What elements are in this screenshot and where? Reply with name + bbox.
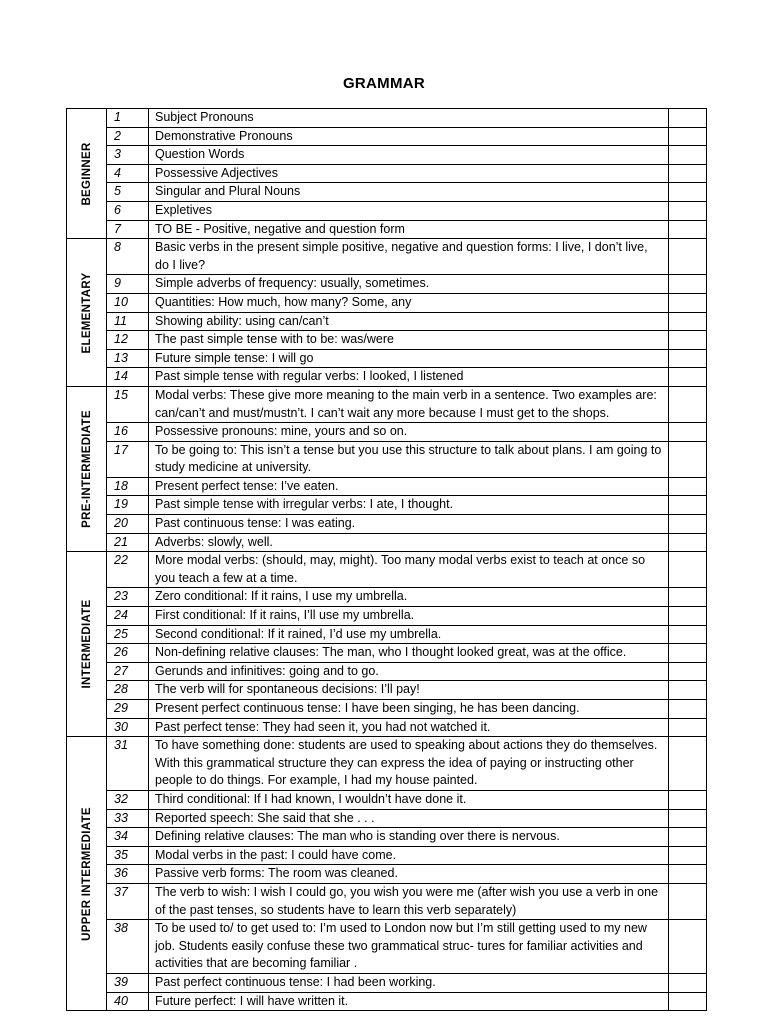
table-row [67,920,707,974]
table-row [67,718,707,737]
table-row [67,201,707,220]
table-row [67,386,707,422]
grammar-topic: Modal verbs: These give more meaning to the main verb in a sentence. Two examples are: can/can’t and must/mustn’t. I can’t wait any more because I must get to the shops. [149,386,669,422]
level-label: UPPER INTERMEDIATE [80,806,93,941]
empty-cell [669,973,707,992]
empty-cell [669,662,707,681]
row-number: 9 [107,275,149,294]
row-number: 24 [107,607,149,626]
empty-cell [669,790,707,809]
grammar-topic: Past continuous tense: I was eating. [149,515,669,534]
row-number: 14 [107,368,149,387]
row-number: 19 [107,496,149,515]
level-cell [67,109,107,239]
row-number: 23 [107,588,149,607]
grammar-topic: Basic verbs in the present simple positive, negative and question forms: I live, I don’t live, do I live? [149,239,669,275]
row-number: 31 [107,737,149,791]
grammar-topic: More modal verbs: (should, may, might). Too many modal verbs exist to teach at once so you teach a few at a time. [149,552,669,588]
empty-cell [669,201,707,220]
table-row [67,496,707,515]
grammar-topic: Zero conditional: If it rains, I use my umbrella. [149,588,669,607]
grammar-topic: Singular and Plural Nouns [149,183,669,202]
row-number: 4 [107,164,149,183]
empty-cell [669,552,707,588]
row-number: 30 [107,718,149,737]
empty-cell [669,239,707,275]
row-number: 11 [107,312,149,331]
grammar-topic: Second conditional: If it rained, I’d use my umbrella. [149,625,669,644]
row-number: 37 [107,883,149,919]
row-number: 34 [107,828,149,847]
table-row [67,109,707,128]
empty-cell [669,183,707,202]
empty-cell [669,312,707,331]
table-row [67,809,707,828]
empty-cell [669,625,707,644]
empty-cell [669,109,707,128]
grammar-topic: To be used to/ to get used to: I’m used to London now but I’m still getting used to my new job. Students easily confuse these two grammatical struc- tures for familiar activities and activities that are becoming familiar . [149,920,669,974]
empty-cell [669,220,707,239]
row-number: 6 [107,201,149,220]
row-number: 35 [107,846,149,865]
table-row [67,477,707,496]
table-row [67,973,707,992]
grammar-topic: Adverbs: slowly, well. [149,533,669,552]
empty-cell [669,737,707,791]
grammar-topic: First conditional: If it rains, I’ll use my umbrella. [149,607,669,626]
row-number: 22 [107,552,149,588]
row-number: 20 [107,515,149,534]
empty-cell [669,368,707,387]
empty-cell [669,533,707,552]
grammar-topic: Quantities: How much, how many? Some, any [149,293,669,312]
empty-cell [669,515,707,534]
row-number: 2 [107,127,149,146]
table-row [67,790,707,809]
table-row [67,737,707,791]
table-row [67,607,707,626]
table-row [67,312,707,331]
empty-cell [669,441,707,477]
grammar-topic: Present perfect tense: I’ve eaten. [149,477,669,496]
level-label: ELEMENTARY [80,272,93,354]
table-row [67,275,707,294]
grammar-topic: Present perfect continuous tense: I have been singing, he has been dancing. [149,700,669,719]
row-number: 7 [107,220,149,239]
level-label: PRE-INTERMEDIATE [80,410,93,528]
row-number: 12 [107,331,149,350]
empty-cell [669,681,707,700]
row-number: 27 [107,662,149,681]
grammar-topic: The verb will for spontaneous decisions: I’ll pay! [149,681,669,700]
level-cell [67,737,107,1011]
page-title: GRAMMAR [342,75,426,92]
empty-cell [669,883,707,919]
row-number: 16 [107,423,149,442]
row-number: 40 [107,992,149,1011]
row-number: 36 [107,865,149,884]
table-row [67,441,707,477]
level-cell [67,386,107,551]
empty-cell [669,644,707,663]
empty-cell [669,828,707,847]
empty-cell [669,423,707,442]
empty-cell [669,496,707,515]
empty-cell [669,127,707,146]
empty-cell [669,920,707,974]
empty-cell [669,846,707,865]
table-row [67,846,707,865]
table-row [67,662,707,681]
empty-cell [669,386,707,422]
table-row [67,588,707,607]
row-number: 33 [107,809,149,828]
table-row [67,239,707,275]
table-row [67,828,707,847]
grammar-topic: Reported speech: She said that she . . . [149,809,669,828]
empty-cell [669,865,707,884]
grammar-topic: Past perfect continuous tense: I had been working. [149,973,669,992]
grammar-topic: Showing ability: using can/can’t [149,312,669,331]
row-number: 10 [107,293,149,312]
table-row [67,681,707,700]
grammar-topic: Defining relative clauses: The man who is standing over there is nervous. [149,828,669,847]
table-row [67,146,707,165]
table-row [67,220,707,239]
grammar-topic: Expletives [149,201,669,220]
empty-cell [669,275,707,294]
table-row [67,992,707,1011]
row-number: 1 [107,109,149,128]
table-row [67,625,707,644]
grammar-topic: Non-defining relative clauses: The man, who I thought looked great, was at the office. [149,644,669,663]
table-row [67,164,707,183]
row-number: 8 [107,239,149,275]
table-row [67,127,707,146]
grammar-table [66,108,707,1011]
grammar-topic: Future simple tense: I will go [149,349,669,368]
grammar-topic: Possessive Adjectives [149,164,669,183]
empty-cell [669,349,707,368]
table-row [67,423,707,442]
table-row [67,700,707,719]
row-number: 39 [107,973,149,992]
table-row [67,533,707,552]
empty-cell [669,588,707,607]
empty-cell [669,700,707,719]
row-number: 26 [107,644,149,663]
table-row [67,644,707,663]
empty-cell [669,164,707,183]
row-number: 25 [107,625,149,644]
grammar-topic: Simple adverbs of frequency: usually, sometimes. [149,275,669,294]
row-number: 38 [107,920,149,974]
row-number: 28 [107,681,149,700]
grammar-topic: Past perfect tense: They had seen it, you had not watched it. [149,718,669,737]
level-cell [67,239,107,387]
row-number: 13 [107,349,149,368]
empty-cell [669,331,707,350]
grammar-topic: Modal verbs in the past: I could have come. [149,846,669,865]
row-number: 18 [107,477,149,496]
row-number: 17 [107,441,149,477]
empty-cell [669,477,707,496]
level-label: INTERMEDIATE [80,599,93,689]
table-row [67,293,707,312]
table-row [67,515,707,534]
table-row [67,883,707,919]
grammar-topic: The verb to wish: I wish I could go, you wish you were me (after wish you use a verb in one of the past tenses, so students have to learn this verb separately) [149,883,669,919]
grammar-topic: To have something done: students are used to speaking about actions they do themselves. With this grammatical structure they can express the idea of paying or instructing other people to do things. For example, I had my house painted. [149,737,669,791]
grammar-topic: Question Words [149,146,669,165]
table-row [67,368,707,387]
empty-cell [669,607,707,626]
empty-cell [669,718,707,737]
grammar-topic: Past simple tense with regular verbs: I looked, I listened [149,368,669,387]
grammar-topic: To be going to: This isn’t a tense but you use this structure to talk about plans. I am going to study medicine at university. [149,441,669,477]
table-row [67,349,707,368]
row-number: 21 [107,533,149,552]
empty-cell [669,809,707,828]
grammar-topic: TO BE - Positive, negative and question form [149,220,669,239]
grammar-topic: Gerunds and infinitives: going and to go. [149,662,669,681]
table-row [67,865,707,884]
grammar-topic: Possessive pronouns: mine, yours and so on. [149,423,669,442]
table-row [67,183,707,202]
level-cell [67,552,107,737]
row-number: 29 [107,700,149,719]
empty-cell [669,146,707,165]
row-number: 15 [107,386,149,422]
empty-cell [669,293,707,312]
grammar-topic: Demonstrative Pronouns [149,127,669,146]
grammar-topic: Passive verb forms: The room was cleaned. [149,865,669,884]
grammar-topic: The past simple tense with to be: was/were [149,331,669,350]
grammar-topic: Future perfect: I will have written it. [149,992,669,1011]
empty-cell [669,992,707,1011]
table-row [67,331,707,350]
row-number: 5 [107,183,149,202]
level-label: BEGINNER [80,142,93,206]
table-row [67,552,707,588]
row-number: 32 [107,790,149,809]
grammar-topic: Past simple tense with irregular verbs: I ate, I thought. [149,496,669,515]
grammar-topic: Subject Pronouns [149,109,669,128]
grammar-topic: Third conditional: If I had known, I wouldn’t have done it. [149,790,669,809]
row-number: 3 [107,146,149,165]
